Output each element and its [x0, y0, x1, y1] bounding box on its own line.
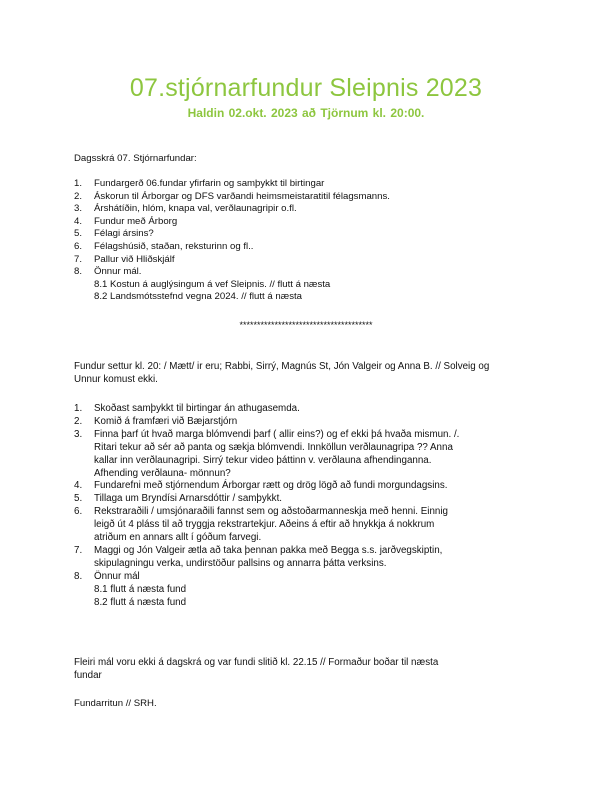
- minutes-item-line: atriðum en annars allt í góðum farvegi.: [94, 532, 262, 544]
- minutes-item: [74, 403, 459, 416]
- agenda-item-number: 6.: [74, 240, 83, 252]
- minutes-item-number: 6.: [74, 506, 83, 518]
- closing-text: [74, 657, 554, 683]
- minutes-item-number: 5.: [74, 493, 83, 505]
- minutes-item-number: 2.: [74, 415, 83, 427]
- agenda-item: [74, 191, 390, 204]
- agenda-item-number: 7.: [74, 253, 83, 265]
- minutes-item-line: Fundarefni með stjórnendum Árborgar rætt og drög lögð að fundi morgundagsins.: [94, 480, 448, 492]
- agenda-subitem: 8.1 Kostun á auglýsingum á vef Sleipnis. // flutt á næsta: [94, 278, 331, 290]
- minutes-subitem: 8.1 flutt á næsta fund: [94, 583, 187, 595]
- minutes-item-number: 8.: [74, 570, 83, 582]
- minutes-item-line: skipulagningu verka, undirstöður pallsins og annarra þátta verksins.: [94, 557, 387, 569]
- agenda-list: [74, 178, 390, 304]
- signature: Fundarritun // SRH.: [74, 698, 157, 709]
- agenda-item-number: 5.: [74, 228, 83, 240]
- closing-line: Fleiri mál voru ekki á dagskrá og var fundi slitið kl. 22.15 // Formaður boðar til næsta: [74, 657, 439, 668]
- agenda-item: [74, 241, 390, 254]
- agenda-heading: Dagsskrá 07. Stjórnarfundar:: [74, 153, 197, 164]
- agenda-item-number: 3.: [74, 203, 83, 215]
- minutes-item-line: Rekstraraðili / umsjónaraðili fannst sem og aðstoðarmanneskja með henni. Einnig: [94, 506, 448, 518]
- agenda-item-text: Pallur við Hliðskjálf: [94, 253, 175, 265]
- minutes-item-number: 3.: [74, 428, 83, 440]
- agenda-item: [74, 254, 390, 267]
- minutes-item-line: Ritari tekur að sér að panta og sækja blómvendi. Innköllun verðlaunagripa ?? Anna: [94, 441, 453, 453]
- minutes-item-number: 7.: [74, 544, 83, 556]
- agenda-item-text: Önnur mál.: [94, 266, 142, 278]
- meeting-subtitle: Haldin 02.okt. 2023 að Tjörnum kl. 20:00.: [187, 106, 425, 120]
- minutes-item-line: Önnur mál: [94, 570, 140, 582]
- minutes-item-number: 1.: [74, 403, 83, 414]
- agenda-item: [74, 228, 390, 241]
- agenda-item-number: 1.: [74, 178, 83, 189]
- minutes-item-line: Skoðast samþykkt til birtingar án athugasemda.: [94, 403, 300, 414]
- minutes-item-line: leigð út 4 pláss til að tryggja rekstrartekjur. Aðeins á eftir að hnykkja á nokkrum: [94, 519, 435, 531]
- minutes-item-line: Tillaga um Bryndísi Arnarsdóttir / samþykkt.: [94, 493, 283, 505]
- minutes-item: [74, 545, 459, 571]
- attendance-line: Fundur settur kl. 20: / Mætt/ ir eru; Rabbi, Sirrý, Magnús St, Jón Valgeir og Anna B. // Solveig og: [74, 361, 490, 372]
- minutes-item: [74, 493, 459, 506]
- minutes-item: [74, 416, 459, 429]
- agenda-item-text: Áskorun til Árborgar og DFS varðandi heimsmeistaratitil félagsmanns.: [94, 190, 390, 202]
- agenda-item-text: Félagshúsið, staðan, reksturinn og fl..: [94, 240, 254, 252]
- attendance-text: [74, 361, 554, 387]
- agenda-item-number: 2.: [74, 190, 83, 202]
- agenda-item: [74, 216, 390, 229]
- minutes-subitem: 8.2 flutt á næsta fund: [94, 596, 187, 608]
- agenda-item: [74, 266, 390, 279]
- minutes-item-line: Maggi og Jón Valgeir ætla að taka þennan pakka með Begga s.s. jarðvegskiptin,: [94, 544, 443, 556]
- agenda-item-text: Félagi ársins?: [94, 228, 154, 240]
- agenda-item-text: Árshátíðin, hlóm, knapa val, verðlaunagripir o.fl.: [94, 203, 297, 215]
- agenda-item-text: Fundur með Árborg: [94, 215, 178, 227]
- agenda-item: [74, 178, 390, 191]
- minutes-item-line: Afhending verðlauna- mönnun?: [94, 467, 231, 479]
- attendance-line: Unnur komust ekki.: [74, 373, 158, 385]
- agenda-item: [74, 203, 390, 216]
- minutes-item: [74, 506, 459, 545]
- minutes-item-line: Finna þarf út hvað marga blómvendi þarf ( allir eins?) og ef ekki þá hvaða mismun. /.: [94, 428, 460, 440]
- separator: **************************************: [239, 320, 373, 330]
- agenda-item-text: Fundargerð 06.fundar yfirfarin og samþykkt til birtingar: [94, 178, 325, 189]
- agenda-subitem: 8.2 Landsmótsstefnd vegna 2024. // flutt á næsta: [94, 291, 302, 303]
- minutes-item: [74, 571, 459, 584]
- minutes-list: [74, 403, 459, 610]
- minutes-item: [74, 429, 459, 481]
- closing-line: fundar: [74, 669, 102, 681]
- agenda-item-number: 4.: [74, 215, 83, 227]
- page-title: 07.stjórnarfundur Sleipnis 2023: [129, 74, 483, 102]
- minutes-item-line: Komið á framfæri við Bæjarstjórn: [94, 415, 238, 427]
- minutes-item: [74, 480, 459, 493]
- agenda-item-number: 8.: [74, 266, 83, 278]
- minutes-item-line: kallar inn verðlaunagripi. Sirrý tekur video þáttinn v. verðlauna afhendinganna.: [94, 454, 432, 466]
- minutes-item-number: 4.: [74, 480, 83, 492]
